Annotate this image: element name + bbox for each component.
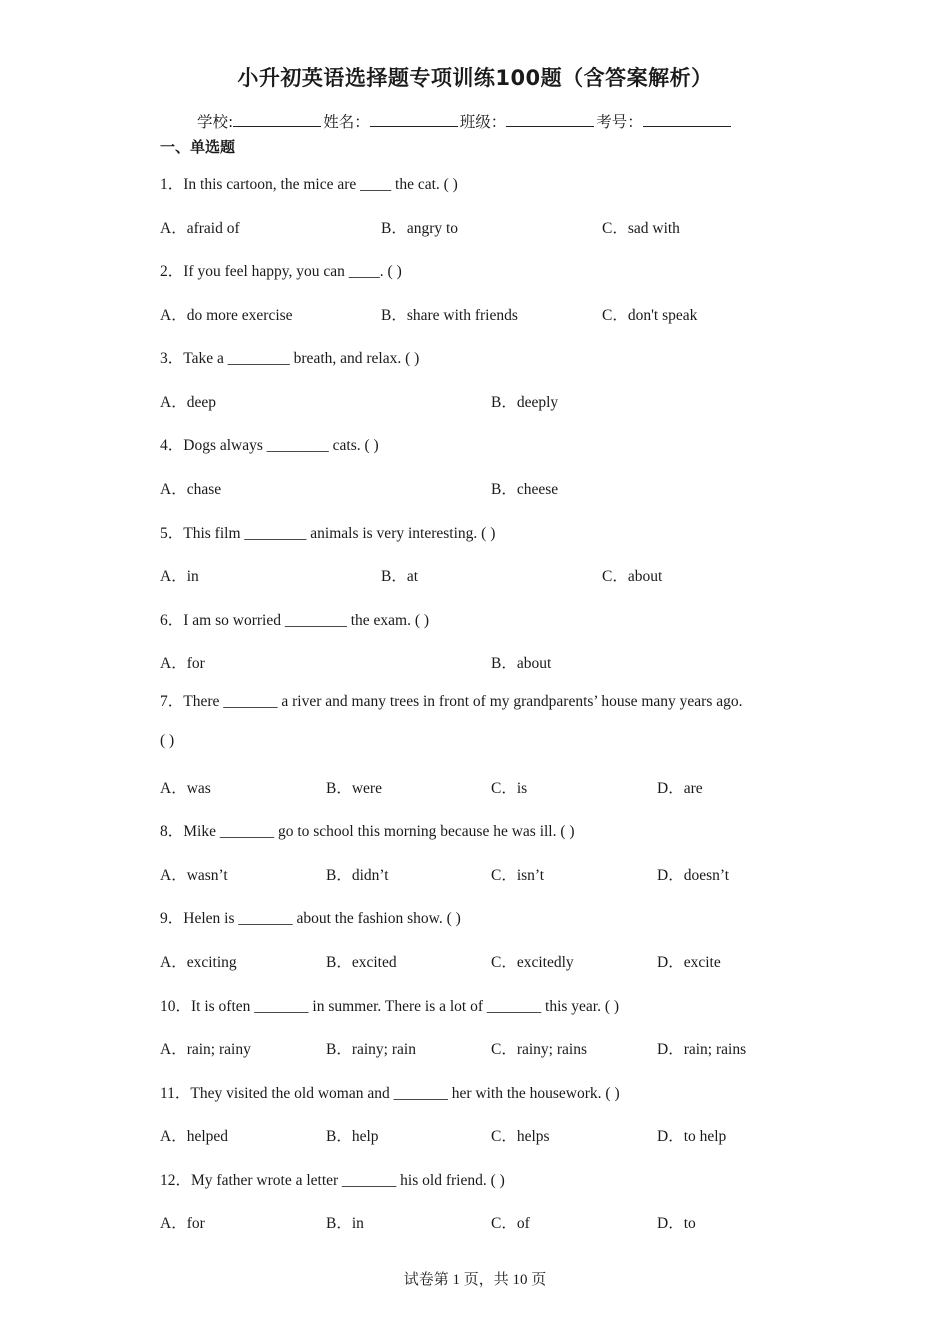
- q8-option-c: C．isn’t: [491, 867, 545, 884]
- q11-option-d: D．to help: [657, 1128, 727, 1145]
- q5-option-c: C．about: [602, 568, 663, 585]
- question-1: 1．In this cartoon, the mice are ____ the cat. ( ): [160, 176, 458, 193]
- q10-option-c: C．rainy; rains: [491, 1041, 587, 1058]
- question-11: 11．They visited the old woman and _______ her with the housework. ( ): [160, 1085, 620, 1102]
- q1-option-b: B．angry to: [381, 220, 459, 237]
- q4-option-b: B．cheese: [491, 481, 559, 498]
- question-2: 2．If you feel happy, you can ____. ( ): [160, 263, 402, 280]
- q12-option-b: B．in: [326, 1215, 364, 1232]
- q11-option-b: B．help: [326, 1128, 379, 1145]
- q7-option-d: D．are: [657, 780, 703, 797]
- q9-option-c: C．excitedly: [491, 954, 574, 971]
- q2-option-a: A．do more exercise: [160, 307, 293, 324]
- q9-option-d: D．excite: [657, 954, 721, 971]
- question-10: 10．It is often _______ in summer. There is a lot of _______ this year. ( ): [160, 998, 620, 1015]
- question-4: 4．Dogs always ________ cats. ( ): [160, 437, 379, 454]
- q11-option-a: A．helped: [160, 1128, 229, 1145]
- q10-option-d: D．rain; rains: [657, 1041, 747, 1058]
- q7-option-a: A．was: [160, 780, 211, 797]
- q11-option-c: C．helps: [491, 1128, 550, 1145]
- school-label: 学校:: [197, 113, 234, 131]
- number-blank: [643, 112, 731, 127]
- q8-option-a: A．wasn’t: [160, 867, 228, 884]
- question-9: 9．Helen is _______ about the fashion show. ( ): [160, 910, 461, 927]
- q10-option-b: B．rainy; rain: [326, 1041, 416, 1058]
- q6-option-b: B．about: [491, 655, 552, 672]
- q3-option-b: B．deeply: [491, 394, 559, 411]
- q9-option-a: A．exciting: [160, 954, 237, 971]
- q8-option-b: B．didn’t: [326, 867, 389, 884]
- number-label: 考号：: [596, 113, 643, 131]
- question-7: 7．There _______ a river and many trees in front of my grandparents’ house many years ago.: [160, 693, 743, 710]
- question-3: 3．Take a ________ breath, and relax. ( ): [160, 350, 420, 367]
- q5-option-b: B．at: [381, 568, 419, 585]
- class-label: 班级：: [459, 113, 507, 131]
- student-info-line: [197, 110, 733, 132]
- q4-option-a: A．chase: [160, 481, 222, 498]
- name-blank: [370, 112, 458, 127]
- question-5: 5．This film ________ animals is very interesting. ( ): [160, 525, 496, 542]
- q5-option-a: A．in: [160, 568, 199, 585]
- q8-option-d: D．doesn’t: [657, 867, 730, 884]
- section-heading: 一、单选题: [160, 138, 236, 156]
- question-8: 8．Mike _______ go to school this morning because he was ill. ( ): [160, 823, 575, 840]
- page-footer: 试卷第 1 页，共 10 页: [403, 1272, 547, 1288]
- q12-option-a: A．for: [160, 1215, 205, 1232]
- q7-option-b: B．were: [326, 780, 382, 797]
- q2-option-b: B．share with friends: [381, 307, 518, 324]
- q12-option-c: C．of: [491, 1215, 530, 1232]
- q1-option-a: A．afraid of: [160, 220, 240, 237]
- q1-option-c: C．sad with: [602, 220, 680, 237]
- question-7-parens: ( ): [160, 732, 175, 749]
- class-blank: [506, 112, 594, 127]
- name-label: 姓名：: [323, 113, 370, 131]
- q9-option-b: B．excited: [326, 954, 397, 971]
- page-title: 小升初英语选择题专项训练100题（含答案解析）: [237, 66, 713, 90]
- q7-option-c: C．is: [491, 780, 528, 797]
- q6-option-a: A．for: [160, 655, 205, 672]
- q10-option-a: A．rain; rainy: [160, 1041, 251, 1058]
- q12-option-d: D．to: [657, 1215, 696, 1232]
- question-6: 6．I am so worried ________ the exam. ( ): [160, 612, 430, 629]
- q2-option-c: C．don't speak: [602, 307, 698, 324]
- question-12: 12．My father wrote a letter _______ his old friend. ( ): [160, 1172, 505, 1189]
- q3-option-a: A．deep: [160, 394, 216, 411]
- school-blank: [233, 112, 321, 127]
